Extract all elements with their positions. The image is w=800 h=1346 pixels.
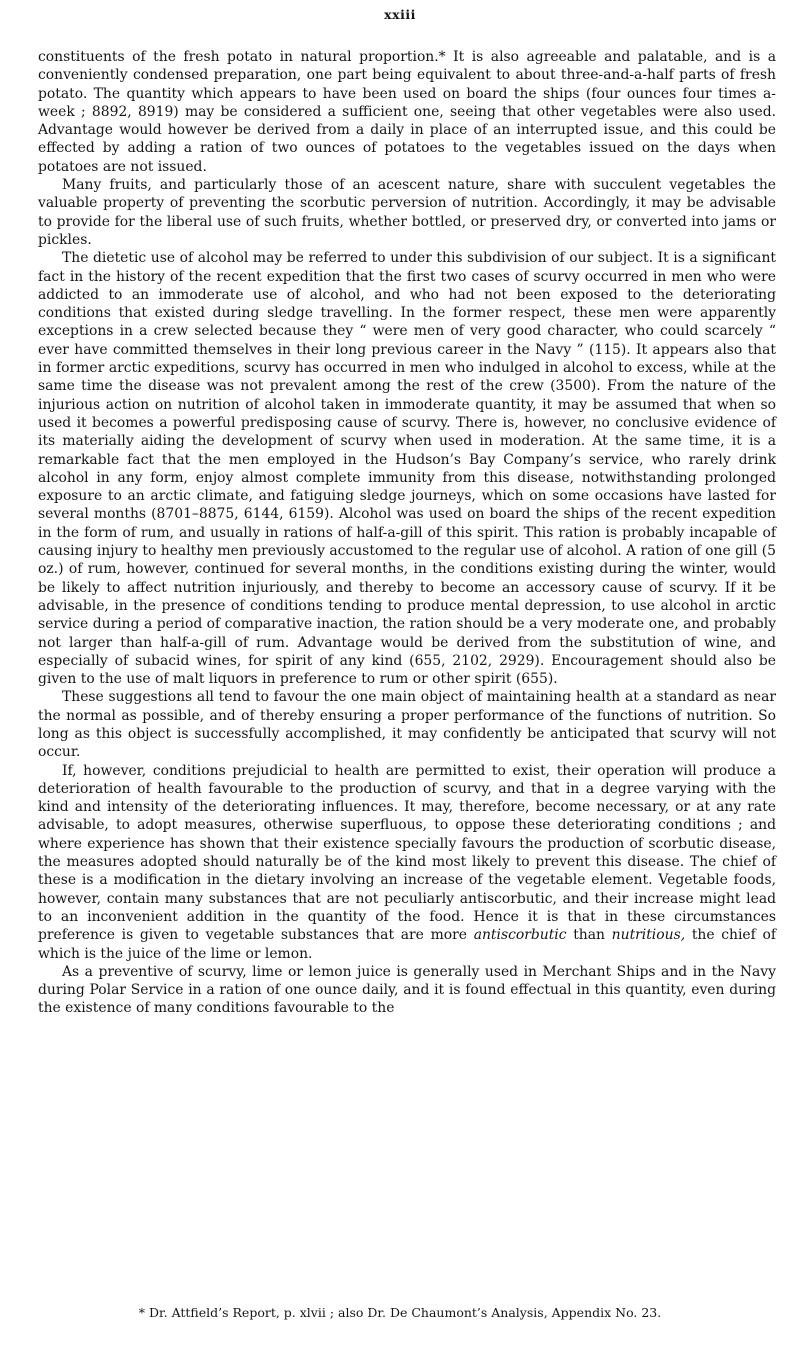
paragraph: As a preventive of scurvy, lime or lemon juice is generally used in Merchant Ships and in the Navy during Polar Service in a ration of one ounce daily, and it is found effectual in this quantity, even during the existence of many conditions favourable to the <box>38 963 776 1017</box>
paragraph: These suggestions all tend to favour the one main object of maintaining health at a standard as near the normal as possible, and of thereby ensuring a proper performance of the functions of nutrition. So long as this object is successfully accomplished, it may confidently be anticipated that scurvy will not occur. <box>38 689 776 761</box>
emphasis-text: nutritious, <box>611 927 686 944</box>
footnote: * Dr. Attfield’s Report, p. xlvii ; also Dr. De Chaumont’s Analysis, Appendix No. 23. <box>138 1305 662 1320</box>
paragraph-text: than <box>566 927 612 944</box>
body-text <box>38 48 776 1018</box>
paragraph-text: the chief of which is the juice of the lime or lemon. <box>38 927 777 962</box>
paragraph: constituents of the fresh potato in natural proportion.* It is also agreeable and palatable, and is a conveniently condensed preparation, one part being equivalent to about three-and-a-half parts of fresh potato. The quantity which appears to have been used on board the ships (four ounces four times a-week ; 8892, 8919) may be considered a sufficient one, seeing that other vegetables were also used. Advantage would however be derived from a daily in place of an interrupted issue, and this could be effected by adding a ration of two ounces of potatoes to the vegetables issued on the days when potatoes are not issued. <box>38 49 776 175</box>
paragraph <box>38 762 776 963</box>
paragraph: Many fruits, and particularly those of an acescent nature, share with succulent vegetables the valuable property of preventing the scorbutic perversion of nutrition. Accordingly, it may be advisable to provide for the liberal use of such fruits, whether bottled, or preserved dry, or converted into jams or pickles. <box>38 177 776 248</box>
paragraph: The dietetic use of alcohol may be referred to under this subdivision of our subject. It is a significant fact in the history of the recent expedition that the first two cases of scurvy occurred in men who were addicted to an immoderate use of alcohol, and who had not been exposed to the deteriorating conditions that existed during sledge travelling. In the former respect, these men were apparently exceptions in a crew selected because they “ were men of very good character, who could scarcely “ ever have committed themselves in their long previous career in the Navy ” (115). It appears also that in former arctic expeditions, scurvy has occurred in men who indulged in alcohol to excess, while at the same time the disease was not prevalent among the rest of the crew (3500). From the nature of the injurious action on nutrition of alcohol taken in immoderate quantity, it may be assumed that when so used it becomes a powerful predisposing cause of scurvy. There is, however, no conclusive evidence of its materially aiding the development of scurvy when used in moderation. At the same time, it is a remarkable fact that the men employed in the Hudson’s Bay Company’s service, who rarely drink alcohol in any form, enjoy almost complete immunity from this disease, notwithstanding prolonged exposure to an arctic climate, and fatiguing sledge journeys, which on some occasions have lasted for several months (8701–8875, 6144, 6159). Alcohol was used on board the ships of the recent expedition in the form of rum, and usually in rations of half-a-gill of this spirit. This ration is probably incapable of causing injury to healthy men previously accustomed to the regular use of alcohol. A ration of one gill (5 oz.) of rum, however, continued for several months, in the conditions existing during the winter, would be likely to affect nutrition injuriously, and thereby to become an accessory cause of scurvy. If it be advisable, in the presence of conditions tending to produce mental depression, to use alcohol in arctic service during a period of comparative inaction, the ration should be a very moderate one, and probably not larger than half-a-gill of rum. Advantage would be derived from the substitution of wine, and especially of subacid wines, for spirit of any kind (655, 2102, 2929). Encouragement should also be given to the use of malt liquors in preference to rum or other spirit (655). <box>38 250 776 688</box>
paragraph-text: If, however, conditions prejudicial to health are permitted to exist, their operation will produce a deterioration of health favourable to the production of scurvy, and that in a degree varying with the kind and intensity of the deteriorating influences. It may, therefore, become necessary, or at any rate advisable, to adopt measures, otherwise superfluous, to oppose these deteriorating conditions ; and where experience has shown that their existence specially favours the production of scorbutic disease, the measures adopted should naturally be of the kind most likely to prevent this disease. The chief of these is a modification in the dietary involving an increase of the vegetable element. Vegetable foods, however, contain many substances that are not peculiarly antiscorbutic, and their increase might lead to an inconvenient addition in the quantity of the food. Hence it is that in these circumstances preference is given to vegetable substances that are more <box>38 762 776 944</box>
page-number: xxiii <box>384 7 416 22</box>
emphasis-text: antiscorbutic <box>473 927 567 944</box>
